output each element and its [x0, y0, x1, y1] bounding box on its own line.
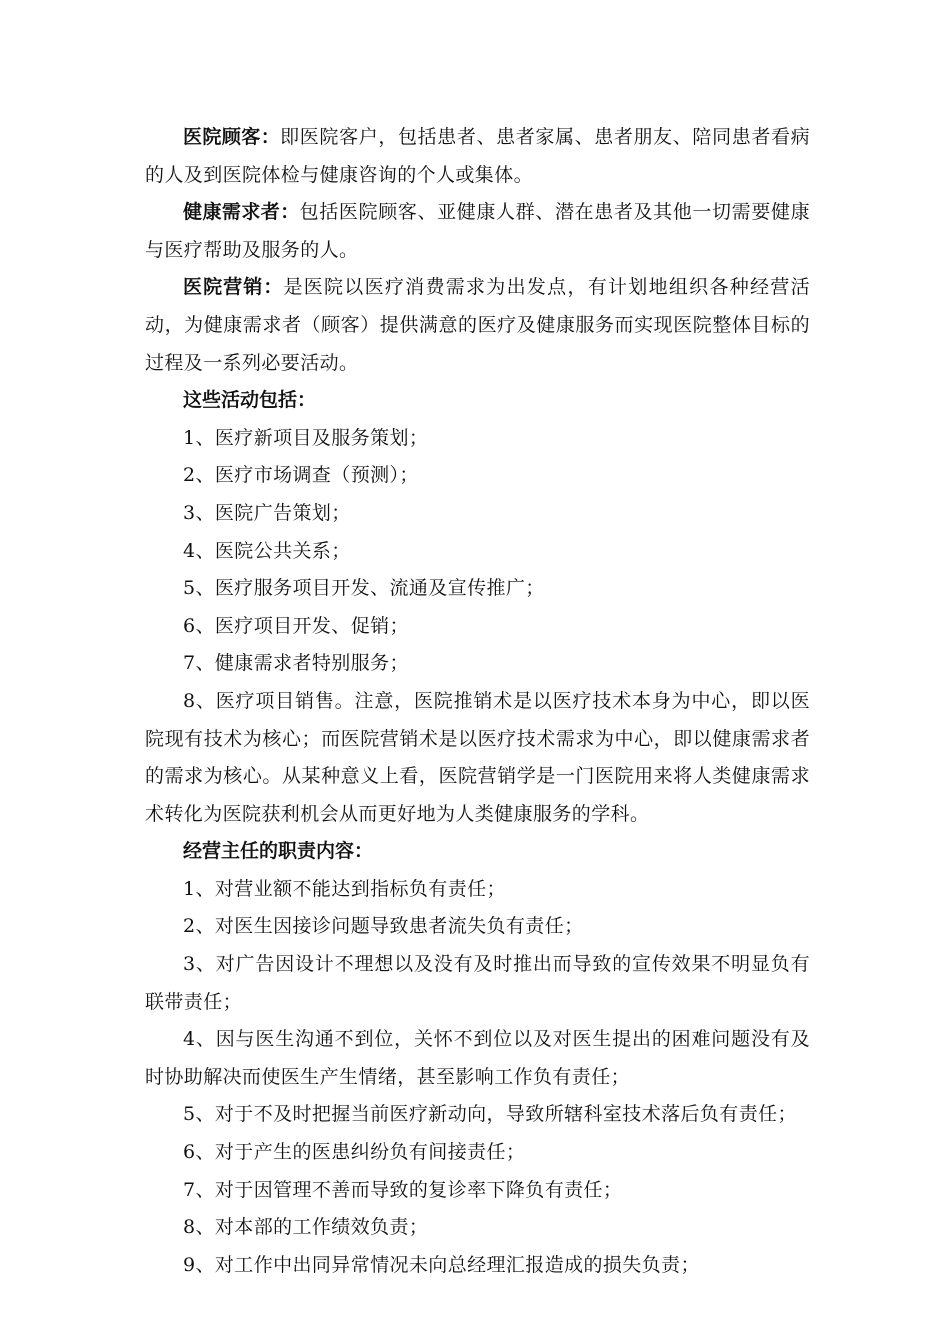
duties-heading: 经营主任的职责内容：	[183, 840, 374, 863]
definition-hospital-customer	[145, 119, 810, 194]
definition-term: 医院顾客：	[183, 126, 281, 148]
activity-item: 8、医疗项目销售。注意，医院推销术是以医疗技术本身为中心，即以医院现有技术为核心；而医院营销术是以医疗技术需求为中心，即以健康需求者的需求为核心。从某种意义上看，医院营销学是一门医院用来将人类健康需求术转化为医院获利机会从而更好地为人类健康服务的学科。	[145, 689, 810, 825]
document-body	[145, 119, 810, 1284]
duty-item: 7、对于因管理不善而导致的复诊率下降负有责任；	[183, 1178, 623, 1201]
duty-item: 3、对广告因设计不理想以及没有及时推出而导致的宣传效果不明显负有联带责任；	[145, 953, 810, 1013]
activity-item: 5、医疗服务项目开发、流通及宣传推广；	[183, 577, 545, 600]
definition-term: 医院营销：	[183, 276, 284, 299]
duty-item: 8、对本部的工作绩效负责；	[183, 1216, 429, 1239]
activity-item: 2、医疗市场调查（预测）；	[183, 464, 419, 487]
activity-item: 3、医院广告策划；	[183, 501, 351, 524]
definition-text: 包括医院顾客、亚健康人群、潜在患者及其他一切需要健康与医疗帮助及服务的人。	[145, 201, 811, 261]
activity-item: 7、健康需求者特别服务；	[183, 652, 409, 675]
activity-item: 4、医院公共关系；	[183, 539, 351, 562]
duty-item: 4、因与医生沟通不到位，关怀不到位以及对医生提出的困难问题没有及时协助解决而使医生产生情绪，甚至影响工作负有责任；	[145, 1028, 810, 1088]
activities-heading: 这些活动包括：	[183, 389, 317, 412]
definition-health-demander	[145, 194, 810, 269]
definition-text: 即医院客户，包括患者、患者家属、患者朋友、陪同患者看病的人及到医院体检与健康咨询的个人或集体。	[145, 126, 810, 186]
activity-item: 6、医疗项目开发、促销；	[183, 614, 409, 637]
definition-text: 是医院以医疗消费需求为出发点，有计划地组织各种经营活动，为健康需求者（顾客）提供满意的医疗及健康服务而实现医院整体目标的过程及一系列必要活动。	[145, 276, 810, 374]
duty-item: 1、对营业额不能达到指标负有责任；	[183, 877, 506, 900]
activity-item: 1、医疗新项目及服务策划；	[183, 426, 429, 449]
definition-term: 健康需求者：	[183, 201, 300, 224]
definition-hospital-marketing	[145, 269, 810, 382]
duty-item: 5、对于不及时把握当前医疗新动向，导致所辖科室技术落后负有责任；	[183, 1103, 797, 1126]
duty-item: 9、对工作中出同异常情况未向总经理汇报造成的损失负责；	[183, 1253, 700, 1276]
duty-item: 6、对于产生的医患纠纷负有间接责任；	[183, 1141, 526, 1164]
duty-item: 2、对医生因接诊问题导致患者流失负有责任；	[183, 915, 584, 938]
